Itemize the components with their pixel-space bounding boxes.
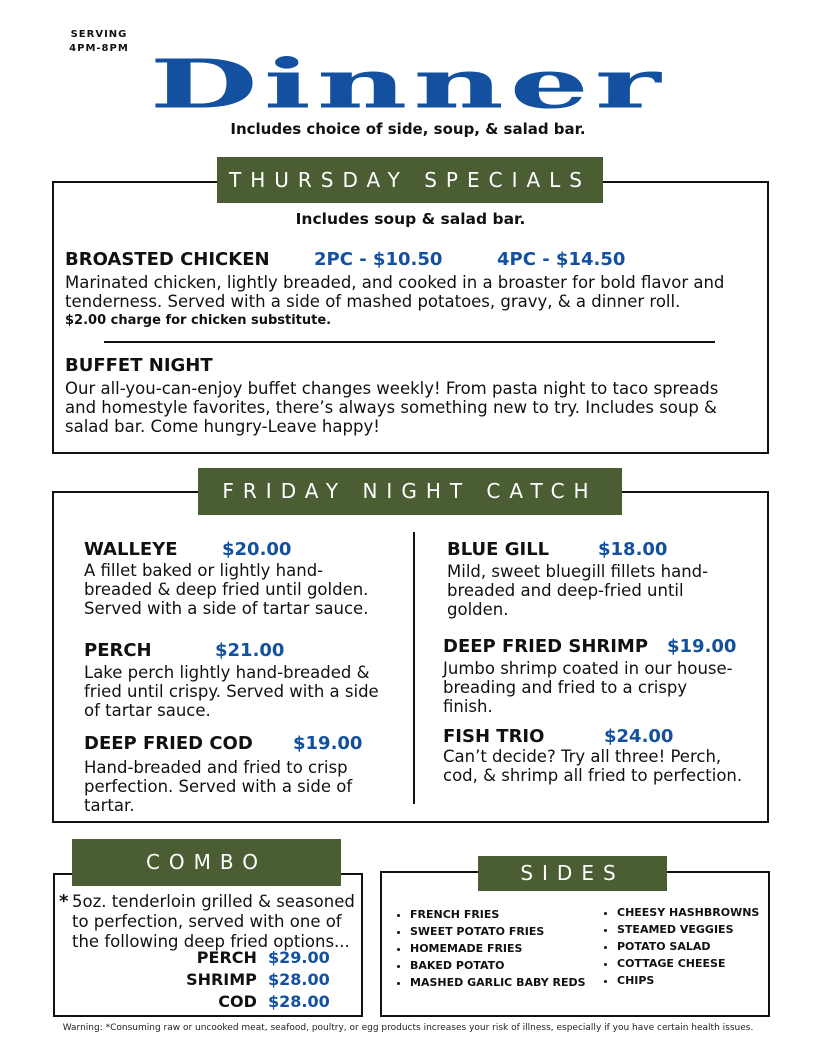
trio-description: Can’t decide? Try all three! Perch, cod, & shrimp all fried to perfection. bbox=[443, 747, 743, 785]
perch-price: $21.00 bbox=[215, 640, 285, 661]
buffet-title: BUFFET NIGHT bbox=[65, 355, 213, 376]
trio-price: $24.00 bbox=[604, 726, 674, 747]
side-item: • COTTAGE CHEESE bbox=[617, 955, 787, 972]
combo-banner: COMBO bbox=[72, 839, 341, 886]
chicken-price-2pc: 2PC - $10.50 bbox=[314, 249, 443, 270]
combo-option bbox=[72, 992, 334, 1014]
combo-description: 5oz. tenderloin grilled & seasoned to perfection, served with one of the following deep fried options... bbox=[72, 892, 355, 951]
bluegill-description: Mild, sweet bluegill fillets hand-breaded and deep-fried until golden. bbox=[447, 562, 709, 619]
shrimp-description: Jumbo shrimp coated in our house-breading and fried to a crispy finish. bbox=[443, 659, 733, 716]
perch-title: PERCH bbox=[84, 640, 152, 661]
combo-option-name: PERCH bbox=[196, 948, 257, 967]
combo-option-price: $29.00 bbox=[268, 948, 330, 967]
trio-title: FISH TRIO bbox=[443, 726, 545, 747]
thursday-banner: THURSDAY SPECIALS bbox=[217, 157, 603, 203]
side-item: • MASHED GARLIC BABY REDS bbox=[410, 974, 610, 991]
shrimp-title: DEEP FRIED SHRIMP bbox=[443, 636, 649, 657]
combo-bullet: * bbox=[59, 891, 69, 912]
chicken-price-4pc: 4PC - $14.50 bbox=[497, 249, 626, 270]
combo-option-price: $28.00 bbox=[268, 992, 330, 1011]
sides-list-right bbox=[599, 904, 787, 989]
side-item: • HOMEMADE FRIES bbox=[410, 940, 610, 957]
walleye-title: WALLEYE bbox=[84, 539, 178, 560]
chicken-title: BROASTED CHICKEN bbox=[65, 249, 270, 270]
combo-options bbox=[72, 948, 334, 1014]
side-item: • FRENCH FRIES bbox=[410, 906, 610, 923]
side-item: • CHIPS bbox=[617, 972, 787, 989]
chicken-substitute-note: $2.00 charge for chicken substitute. bbox=[65, 313, 332, 328]
buffet-description: Our all-you-can-enjoy buffet changes weekly! From pasta night to taco spreads and homestyle favorites, there’s always something new to try. Includes soup & salad bar. Come hungry-Leave happy! bbox=[65, 379, 719, 436]
cod-price: $19.00 bbox=[293, 733, 363, 754]
combo-option bbox=[72, 948, 334, 970]
walleye-price: $20.00 bbox=[222, 539, 292, 560]
thursday-note: Includes soup & salad bar. bbox=[295, 210, 526, 228]
chicken-description: Marinated chicken, lightly breaded, and cooked in a broaster for bold flavor and tenderness. Served with a side of mashed potatoes, gravy, & a dinner roll. bbox=[65, 273, 725, 311]
shrimp-price: $19.00 bbox=[667, 636, 737, 657]
combo-option-name: COD bbox=[218, 992, 257, 1011]
cod-description: Hand-breaded and fried to crisp perfection. Served with a side of tartar. bbox=[84, 758, 353, 815]
perch-description: Lake perch lightly hand-breaded & fried until crispy. Served with a side of tartar sauce. bbox=[84, 663, 379, 720]
bluegill-title: BLUE GILL bbox=[447, 539, 550, 560]
friday-banner: FRIDAY NIGHT CATCH bbox=[198, 468, 622, 515]
serving-label: SERVING bbox=[70, 29, 128, 40]
friday-divider bbox=[413, 532, 415, 804]
sides-banner: SIDES bbox=[478, 856, 667, 891]
health-warning: Warning: *Consuming raw or uncooked meat, seafood, poultry, or egg products increases your risk of illness, especially if you have certain health issues. bbox=[62, 1023, 754, 1033]
side-item: • STEAMED VEGGIES bbox=[617, 921, 787, 938]
thursday-divider bbox=[104, 341, 715, 343]
side-item: • SWEET POTATO FRIES bbox=[410, 923, 610, 940]
serving-time: 4PM-8PM bbox=[69, 43, 129, 54]
cod-title: DEEP FRIED COD bbox=[84, 733, 253, 754]
combo-option-name: SHRIMP bbox=[186, 970, 257, 989]
walleye-description: A fillet baked or lightly hand-breaded & deep fried until golden. Served with a side of tartar sauce. bbox=[84, 561, 369, 618]
side-item: • CHEESY HASHBROWNS bbox=[617, 904, 787, 921]
sides-list-left bbox=[392, 906, 610, 991]
side-item: • POTATO SALAD bbox=[617, 938, 787, 955]
combo-option-price: $28.00 bbox=[268, 970, 330, 989]
bluegill-price: $18.00 bbox=[598, 539, 668, 560]
combo-option bbox=[72, 970, 334, 992]
side-item: • BAKED POTATO bbox=[410, 957, 610, 974]
page-subtitle: Includes choice of side, soup, & salad bar. bbox=[230, 120, 586, 138]
page-title: Dinner bbox=[149, 45, 667, 124]
